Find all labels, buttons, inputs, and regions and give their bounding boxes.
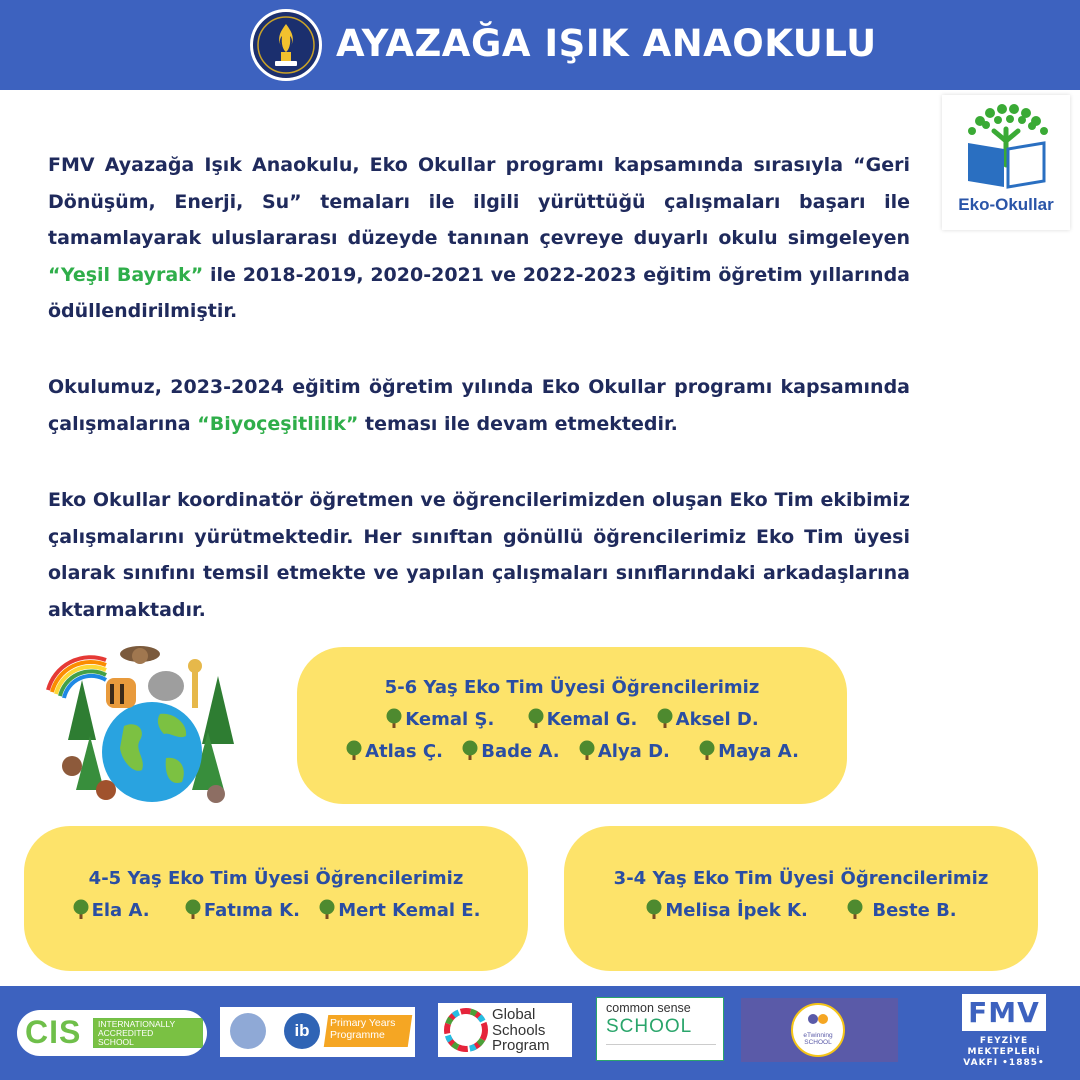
etw-line: SCHOOL [804, 1039, 832, 1046]
ib-mark: ib [284, 1013, 320, 1049]
fmv-line: VAKFI •1885• [963, 1058, 1045, 1068]
cis-logo [17, 1010, 207, 1056]
tree-icon [527, 708, 545, 728]
tree-icon [645, 899, 663, 919]
tree-icon [698, 740, 716, 760]
member-name: Fatıma K. [203, 900, 300, 921]
tree-icon [318, 899, 336, 919]
team-member [645, 899, 807, 921]
team-member [72, 899, 150, 921]
team-title-3-4: 3-4 Yaş Eko Tim Üyesi Öğrencilerimiz [613, 868, 989, 889]
member-name: Beste B. [872, 900, 957, 921]
team-row [297, 708, 847, 730]
team-member [527, 708, 638, 730]
gsp-line: Global [492, 1006, 536, 1023]
member-name: Kemal Ş. [405, 709, 495, 730]
tree-icon [578, 740, 596, 760]
ib-line: Programme [330, 1029, 385, 1041]
gsp-text [492, 1007, 550, 1054]
common-sense-school-logo [596, 997, 724, 1061]
ib-banner-text [330, 1017, 414, 1041]
cs-line2: SCHOOL [606, 1016, 693, 1037]
team-row [564, 899, 1038, 921]
footer-bar [0, 986, 1080, 1080]
fmv-line: MEKTEPLERİ [967, 1047, 1041, 1057]
cis-line: SCHOOL [98, 1037, 134, 1047]
cs-divider [606, 1044, 716, 1055]
ib-seal-icon [230, 1013, 266, 1049]
eko-okullar-logo [942, 95, 1070, 230]
intro-paragraph [48, 147, 910, 330]
theme-text-1: Okulumuz, 2023-2024 eğitim öğretim yılında Eko Okullar programı kapsamında çalışmalarına [48, 376, 910, 435]
header-bar [0, 0, 1080, 90]
team-row [297, 740, 847, 762]
member-name: Alya D. [597, 741, 670, 762]
torch-icon [253, 12, 319, 78]
tree-icon [656, 708, 674, 728]
member-name: Aksel D. [675, 709, 759, 730]
team-member [698, 740, 799, 762]
member-name: Melisa İpek K. [665, 900, 808, 921]
tree-icon [184, 899, 202, 919]
team-paragraph: Eko Okullar koordinatör öğretmen ve öğrencilerimizden oluşan Eko Tim ekibimiz çalışmalarını yürütmektedir. Her sınıftan gönüllü öğrencilerimiz Eko Tim üyesi olarak sınıfını temsil etmekte ve yapılan çalışmaları sınıflarındaki arkadaşlarına aktarmaktadır. [48, 489, 910, 621]
biodiversity-illustration [42, 640, 248, 810]
biodiversity-highlight: “Biyoçeşitlilik” [197, 412, 359, 435]
tree-icon [846, 899, 864, 919]
etw-line: eTwinning [803, 1032, 833, 1039]
team-title-5-6: 5-6 Yaş Eko Tim Üyesi Öğrencilerimiz [384, 677, 760, 698]
etwinning-badge [791, 1003, 845, 1057]
team-member [846, 899, 957, 921]
fmv-subtitle [958, 1036, 1050, 1069]
member-name: Mert Kemal E. [338, 900, 481, 921]
green-flag-highlight: “Yeşil Bayrak” [48, 263, 204, 286]
school-logo [250, 9, 322, 81]
tree-icon [72, 899, 90, 919]
fmv-logo-mark: FMV [968, 996, 1040, 1029]
team-title-4-5: 4-5 Yaş Eko Tim Üyesi Öğrencilerimiz [88, 868, 464, 889]
eko-tree-book-icon [942, 95, 1070, 195]
cis-line: ACCREDITED [98, 1028, 154, 1038]
tree-icon [385, 708, 403, 728]
cis-mark: CIS [25, 1014, 82, 1050]
intro-text-1: FMV Ayazağa Işık Anaokulu, Eko Okullar programı kapsamında sırasıyla “Geri Dönüşüm, Enerji, Su” temaları ile ilgili yürüttüğü çalışmaları başarı ile tamamlayarak uluslararası düzeyde tanınan çevreye duyarlı okulu simgeleyen [48, 154, 910, 249]
global-schools-program-logo [438, 1003, 572, 1057]
fmv-line: FEYZİYE [979, 1036, 1029, 1046]
team-member [461, 740, 559, 762]
team-row [24, 899, 528, 921]
team-card-3-4 [564, 826, 1038, 971]
gsp-line: Schools [492, 1021, 546, 1039]
etwinning-text [791, 1032, 845, 1046]
theme-text-2: teması ile devam etmektedir. [358, 412, 678, 435]
team-member [184, 899, 300, 921]
cis-text [93, 1018, 203, 1048]
intro-text-2: ile 2018-2019, 2020-2021 ve 2022-2023 eğitim öğretim yıllarında ödüllendirilmiştir. [48, 263, 910, 322]
team-card-5-6 [297, 647, 847, 804]
member-name: Ela A. [91, 900, 150, 921]
cs-line1: common sense [606, 1001, 691, 1015]
member-name: Kemal G. [546, 709, 638, 730]
cis-line: INTERNATIONALLY [98, 1019, 176, 1029]
team-member [656, 708, 759, 730]
page-title: AYAZAĞA IŞIK ANAOKULU [336, 22, 877, 65]
tree-icon [461, 740, 479, 760]
member-name: Atlas Ç. [365, 741, 443, 762]
gsp-ring-icon [441, 1005, 491, 1055]
team-card-4-5 [24, 826, 528, 971]
member-name: Bade A. [481, 741, 560, 762]
team-member [318, 899, 480, 921]
team-member [578, 740, 670, 762]
team-member [385, 708, 494, 730]
tree-icon [345, 740, 363, 760]
gsp-line: Program [492, 1037, 550, 1054]
team-member [345, 740, 443, 762]
ib-logo [220, 1007, 415, 1057]
ib-line: Primary Years [330, 1017, 396, 1029]
earth-animals-icon [42, 640, 248, 810]
eko-okullar-label: Eko-Okullar [958, 195, 1054, 214]
etwinning-school-logo [741, 998, 898, 1062]
theme-paragraph [48, 369, 910, 442]
member-name: Maya A. [718, 741, 799, 762]
